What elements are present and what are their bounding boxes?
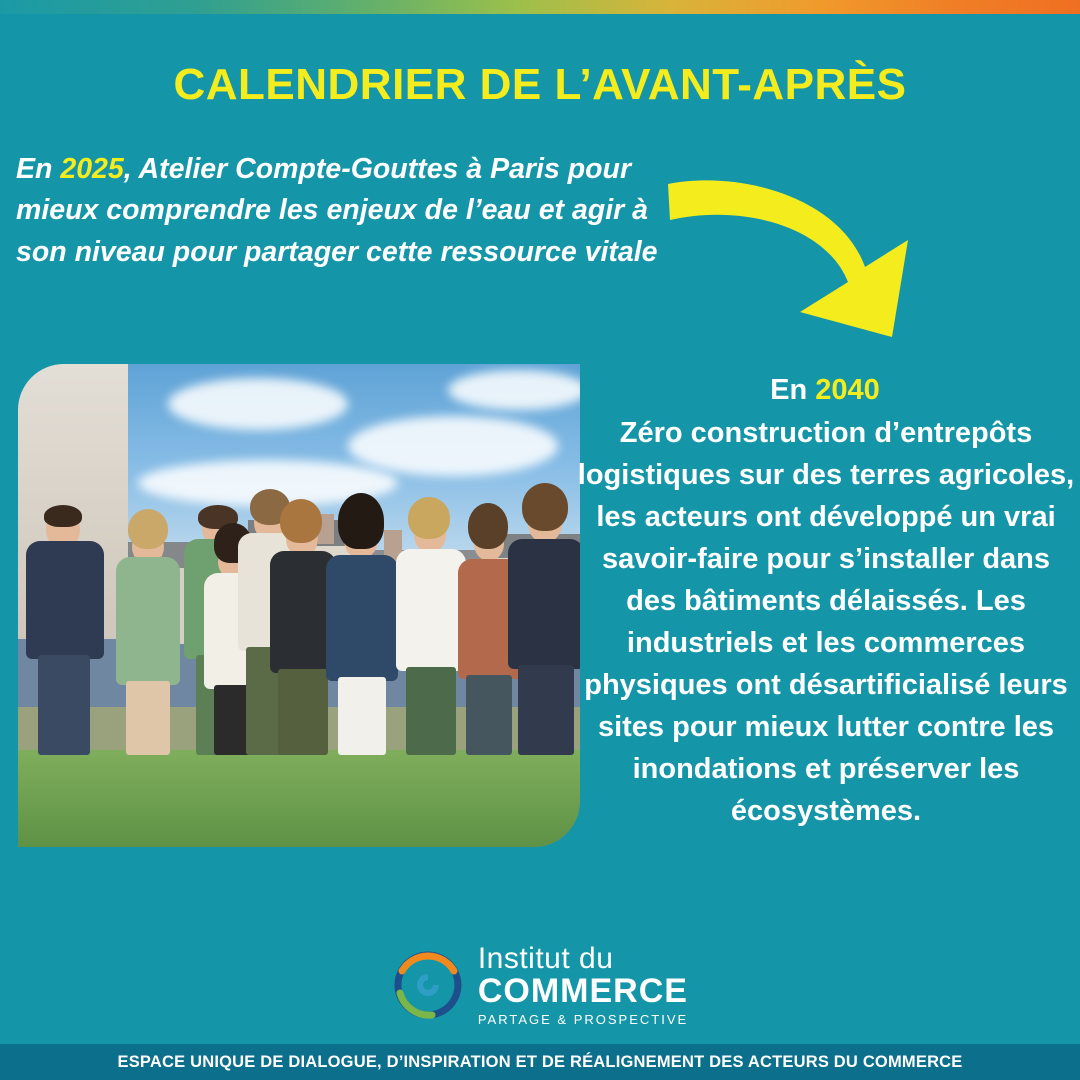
poster-canvas	[0, 14, 1080, 1044]
cloud-icon	[448, 370, 580, 410]
logo-line-2: COMMERCE	[477, 972, 688, 1010]
intro-paragraph	[16, 149, 666, 273]
group-photo	[18, 364, 580, 847]
intro-prefix: En	[16, 153, 61, 185]
photo-grass	[18, 750, 580, 847]
gradient-top-bar	[0, 0, 1080, 14]
intro-year: 2025	[60, 153, 124, 185]
logo-tagline-amp: &	[557, 1012, 569, 1027]
curved-arrow-icon	[660, 162, 910, 352]
right-paragraph: Zéro construction d’entrepôts logistiques sur des terres agricoles, les acteurs ont développé un vrai savoir-faire pour s’installer dans des bâtiments délaissés. Les industriels et les commerces physiques ont désartificialisé leurs sites pour mieux lutter contre les inondations et préserver les écosystèmes.	[577, 417, 1075, 828]
right-heading-year: 2040	[815, 374, 880, 406]
cloud-icon	[348, 416, 558, 476]
circular-logo-icon	[392, 949, 464, 1021]
logo-tagline-right: PROSPECTIVE	[573, 1012, 689, 1027]
logo-tagline	[478, 1013, 688, 1026]
footer-bar	[0, 1044, 1080, 1080]
right-heading-prefix: En	[770, 374, 816, 406]
logo-line-1: Institut du	[477, 942, 614, 975]
cloud-icon	[168, 378, 348, 430]
brand-logo	[0, 944, 1080, 1026]
footer-text: ESPACE UNIQUE DE DIALOGUE, D’INSPIRATION ET DE RÉALIGNEMENT DES ACTEURS DU COMMERCE	[117, 1052, 963, 1071]
logo-text	[478, 944, 688, 1026]
intro-rest: , Atelier Compte-Gouttes à Paris pour mieux comprendre les enjeux de l’eau et agir à son niveau pour partager cette ressource vitale	[16, 153, 658, 268]
page-title: CALENDRIER DE L’AVANT-APRÈS	[173, 60, 907, 109]
right-heading	[580, 374, 1070, 407]
logo-tagline-left: PARTAGE	[477, 1012, 552, 1027]
